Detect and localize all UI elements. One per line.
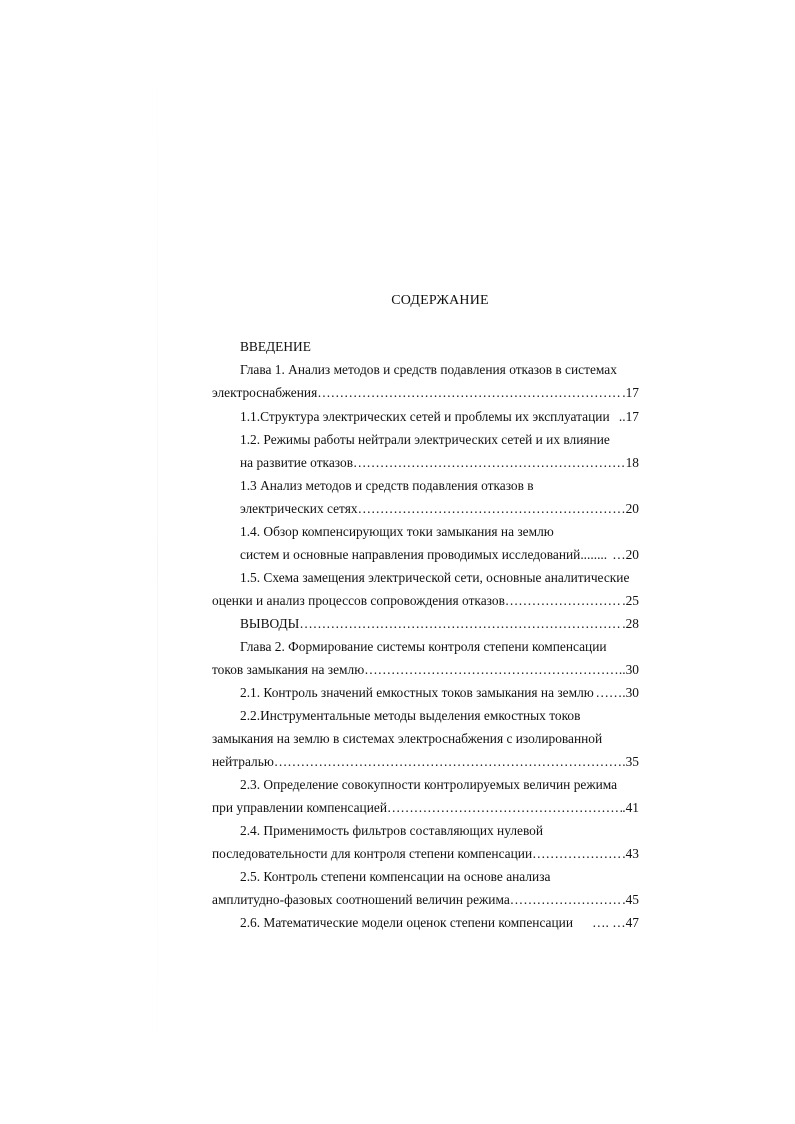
toc-entry-1-3-line-1: 1.3 Анализ методов и средств подавления отказов в <box>240 478 534 493</box>
toc-entry-2-2-line-3: нейтралью ………………………………………………………………………………………………………………………… .35 <box>212 753 639 771</box>
toc-entry-chapter-1-line-2: электроснабжения ………………………………………………………………………………………………………………………… .17 <box>212 384 639 402</box>
dot-leader <box>532 845 622 863</box>
page-number: …….30 <box>595 685 639 700</box>
page-title: СОДЕРЖАНИЕ <box>391 293 489 308</box>
dot-leader <box>317 384 622 402</box>
toc-entry-conclusions: ВЫВОДЫ ………………………………………………………………………………………………………………………… .28 <box>240 615 639 633</box>
toc-entry-1-2-line-2: на развитие отказов ………………………………………………………………………………………………………………………… 18 <box>240 454 639 472</box>
page-number: …. …47 <box>592 915 639 930</box>
page-number: ..17 <box>618 409 639 424</box>
page-number: .43 <box>622 846 639 861</box>
toc-entry-2-6: 2.6. Математические модели оценок степени компенсации …. …47 <box>240 915 639 930</box>
page-number: …20 <box>612 547 639 562</box>
page-number: .45 <box>622 892 639 907</box>
page-number: .25 <box>622 593 639 608</box>
toc-entry-chapter-2-line-2: токов замыкания на землю ………………………………………………………………………………………………………………………… ..30 <box>212 661 639 679</box>
page-number: .28 <box>622 616 639 631</box>
toc-entry-chapter-1-line-1: Глава 1. Анализ методов и средств подавления отказов в системах <box>240 362 617 377</box>
toc-entry-2-2-line-1: 2.2.Инструментальные методы выделения емкостных токов <box>240 708 581 723</box>
page-number: …20 <box>612 501 639 516</box>
dot-leader <box>505 592 622 610</box>
toc-entry-introduction: ВВЕДЕНИЕ <box>240 339 311 354</box>
toc-entry-1-1: 1.1.Структура электрических сетей и проблемы их эксплуатации ..17 <box>240 409 639 424</box>
page-number: ..30 <box>618 662 639 677</box>
toc-entry-2-1: 2.1. Контроль значений емкостных токов замыкания на землю …….30 <box>240 685 639 700</box>
toc-entry-2-5-line-2: амплитудно-фазовых соотношений величин режима ………………………………………………………………………………………………………………………… .45 <box>212 891 639 909</box>
dot-leader <box>299 615 622 633</box>
scan-edge-shadow <box>157 60 158 1060</box>
page-number: .17 <box>622 385 639 400</box>
dot-leader <box>387 799 622 817</box>
dot-leader <box>274 753 622 771</box>
toc-entry-2-5-line-1: 2.5. Контроль степени компенсации на основе анализа <box>240 869 551 884</box>
dot-leader <box>364 661 619 679</box>
page-number: 18 <box>625 455 639 470</box>
toc-entry-1-2-line-1: 1.2. Режимы работы нейтрали электрических сетей и их влияние <box>240 432 610 447</box>
toc-entry-chapter-2-line-1: Глава 2. Формирование системы контроля степени компенсации <box>240 639 607 654</box>
dot-leader <box>353 454 626 472</box>
toc-entry-1-5-line-1: 1.5. Схема замещения электрической сети, основные аналитические <box>240 570 630 585</box>
page-number: .41 <box>622 800 639 815</box>
page-number: .35 <box>622 754 639 769</box>
toc-entry-1-3-line-2: электрических сетях ………………………………………………………………………………………………………………………… …20 <box>240 500 639 518</box>
dot-leader <box>510 891 622 909</box>
toc-entry-1-5-line-2: оценки и анализ процессов сопровождения отказов ………………………………………………………………………………………………………………………… .25 <box>212 592 639 610</box>
toc-entry-1-4-line-2: систем и основные направления проводимых исследований........ …20 <box>240 547 639 562</box>
toc-entry-2-3-line-2: при управлении компенсацией ………………………………………………………………………………………………………………………… .41 <box>212 799 639 817</box>
toc-entry-1-4-line-1: 1.4. Обзор компенсирующих токи замыкания на землю <box>240 524 554 539</box>
toc-entry-2-3-line-1: 2.3. Определение совокупности контролируемых величин режима <box>240 777 618 792</box>
toc-entry-2-4-line-1: 2.4. Применимость фильтров составляющих нулевой <box>240 823 544 838</box>
toc-entry-2-2-line-2: замыкания на землю в системах электроснабжения с изолированной <box>212 731 603 746</box>
dot-leader <box>358 500 613 518</box>
toc-entry-2-4-line-2: последовательности для контроля степени компенсации ………………………………………………………………………………………………………………………… .43 <box>212 845 639 863</box>
